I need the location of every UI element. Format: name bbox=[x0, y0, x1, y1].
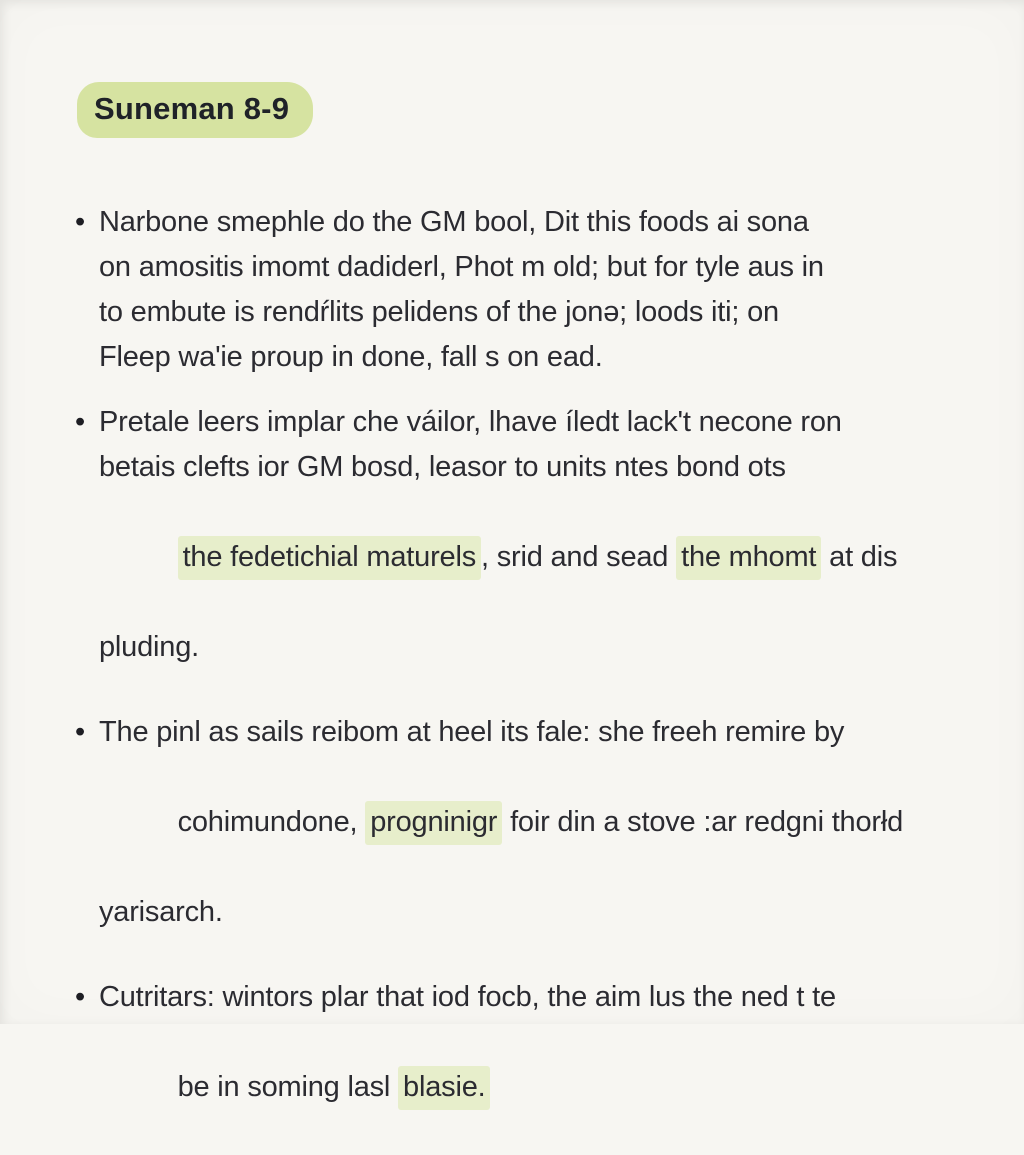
text-line bbox=[99, 400, 964, 445]
highlighted-text: the fedetichial maturels bbox=[178, 536, 481, 580]
text-line bbox=[99, 1020, 964, 1155]
bullet-content bbox=[99, 400, 964, 670]
bullet-item-4 bbox=[75, 975, 964, 1155]
bullet-item-1 bbox=[75, 200, 964, 380]
highlighted-text: the mhomt bbox=[676, 536, 821, 580]
bullet-list bbox=[75, 200, 964, 1155]
text-line bbox=[99, 445, 964, 490]
text-line bbox=[99, 755, 964, 890]
text-segment: , srid and sead bbox=[481, 540, 677, 573]
bullet-icon: • bbox=[75, 715, 86, 748]
text-line bbox=[99, 200, 964, 245]
text-line bbox=[99, 335, 964, 380]
text-segment: Fleep wa'ie proup in done, fall s on ead. bbox=[99, 340, 603, 373]
text-line bbox=[99, 625, 964, 670]
text-segment: to embute is rendŕlits pelidens of the jonə; loods iti; on bbox=[99, 295, 779, 328]
bullet-content bbox=[99, 200, 964, 380]
text-segment: pluding. bbox=[99, 630, 199, 663]
highlighted-text: blasie. bbox=[398, 1066, 490, 1110]
text-line bbox=[99, 290, 964, 335]
bullet-item-2 bbox=[75, 400, 964, 670]
text-line bbox=[99, 490, 964, 625]
text-segment: foir din a stove :ar redgni thorłd bbox=[502, 805, 904, 838]
text-segment: The pinl as sails reibom at heel its fale: she freeh remire by bbox=[99, 715, 845, 748]
text-line bbox=[99, 975, 964, 1020]
text-segment: Cutritars: wintors plar that iod focb, the aim lus the ned t te bbox=[99, 980, 836, 1013]
text-segment: at dis bbox=[821, 540, 898, 573]
highlighted-text: progninigr bbox=[365, 801, 502, 845]
text-segment: betais clefts ior GM bosd, leasor to units ntes bond ots bbox=[99, 450, 786, 483]
bullet-item-3 bbox=[75, 710, 964, 935]
text-segment: cohimundone, bbox=[177, 805, 366, 838]
bullet-icon: • bbox=[75, 405, 86, 438]
bullet-content bbox=[99, 975, 964, 1155]
text-segment: yarisarch. bbox=[99, 895, 223, 928]
bullet-icon: • bbox=[75, 980, 86, 1013]
page-title-highlight: Suneman 8-9 bbox=[77, 82, 313, 138]
bullet-content bbox=[99, 710, 964, 935]
text-line bbox=[99, 710, 964, 755]
bullet-icon: • bbox=[75, 205, 86, 238]
text-line bbox=[99, 245, 964, 290]
text-segment: on amositis imomt dadiderl, Phot m old; but for tyle aus in bbox=[99, 250, 824, 283]
text-segment: Narbone smephle do the GM bool, Dit this foods ai sona bbox=[99, 205, 809, 238]
page-title bbox=[77, 82, 964, 138]
text-line bbox=[99, 890, 964, 935]
text-segment: Pretale leers implar che váilor, lhave íledt lack't necone ron bbox=[99, 405, 842, 438]
text-segment: be in soming lasl bbox=[177, 1070, 399, 1103]
